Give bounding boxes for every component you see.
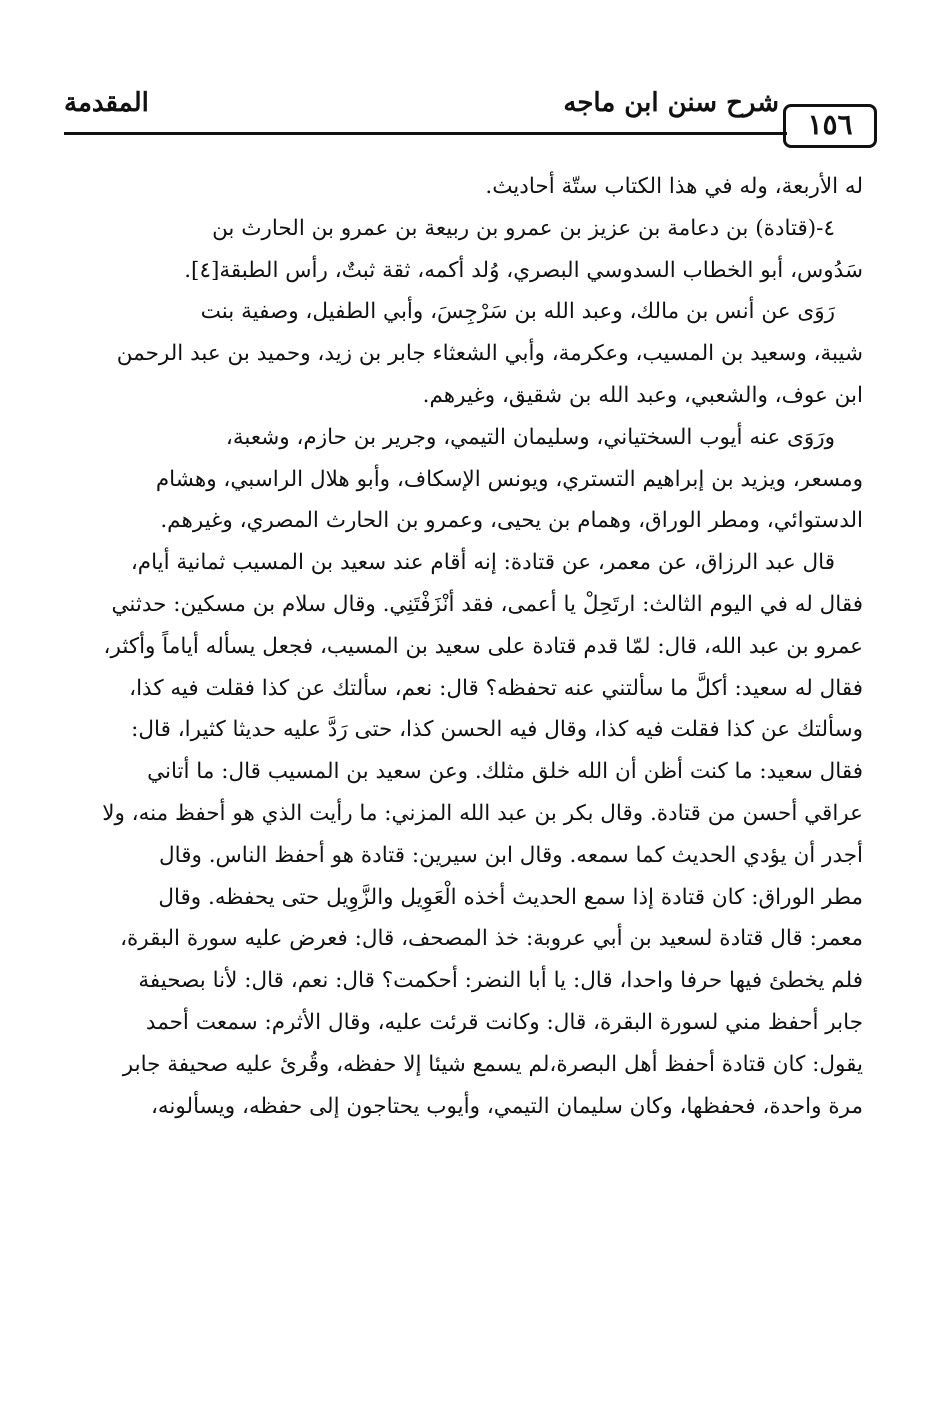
- text-line: له الأربعة، وله في هذا الكتاب ستّة أحاديث.: [485, 174, 863, 199]
- text-line: عمرو بن عبد الله، قال: لمّا قدم قتادة على سعيد بن المسيب، فجعل يسأله أياماً وأكثر،: [103, 633, 863, 659]
- text-line: فقال له سعيد: أكلَّ ما سألتني عنه تحفظه؟ قال: نعم، سألتك عن كذا فقلت فيه كذا،: [129, 675, 863, 701]
- header-divider: [64, 132, 787, 135]
- text-line: مطر الوراق: كان قتادة إذا سمع الحديث أخذه الْعَوِيل والزَّوِيل حتى يحفظه. وقال: [158, 884, 863, 910]
- text-line: ومسعر، ويزيد بن إبراهيم التستري، ويونس الإسكاف، وأبو هلال الراسبي، وهشام: [155, 466, 863, 492]
- text-line: ورَوَى عنه أيوب السختياني، وسليمان التيمي، وجرير بن حازم، وشعبة،: [225, 424, 835, 450]
- page-number: ١٥٦: [783, 104, 877, 148]
- text-line: وسألتك عن كذا فقلت فيه كذا، وقال فيه الحسن كذا، حتى رَدَّ عليه حديثا كثيرا، قال:: [131, 717, 863, 743]
- text-line: فقال له في اليوم الثالث: ارتَحِلْ يا أعمى، فقد أنْزَفْتَنِي. وقال سلام بن مسكين: حدثني: [111, 591, 863, 617]
- text-line: عراقي أحسن من قتادة. وقال بكر بن عبد الله المزني: ما رأيت الذي هو أحفظ منه، ولا: [102, 800, 863, 826]
- body-text: [80, 166, 863, 1127]
- book-title: شرح سنن ابن ماجه: [563, 88, 779, 118]
- text-line: معمر: قال قتادة لسعيد بن أبي عروبة: خذ المصحف، قال: فعرض عليه سورة البقرة،: [120, 926, 863, 952]
- text-line: أجدر أن يؤدي الحديث كما سمعه. وقال ابن سيرين: قتادة هو أحفظ الناس. وقال: [159, 842, 863, 868]
- text-line: فلم يخطئ فيها حرفا واحدا، قال: يا أبا النضر: أحكمت؟ قال: نعم، قال: لأنا بصحيفة: [138, 968, 863, 994]
- text-line: جابر أحفظ مني لسورة البقرة، قال: وكانت قرئت عليه، وقال الأثرم: سمعت أحمد: [145, 1009, 863, 1035]
- text-line: مرة واحدة، فحفظها، وكان سليمان التيمي، وأيوب يحتاجون إلى حفظه، ويسألونه،: [150, 1093, 863, 1119]
- page-header: [64, 82, 877, 148]
- text-line: ابن عوف، والشعبي، وعبد الله بن شقيق، وغيرهم.: [422, 382, 863, 408]
- text-line: شيبة، وسعيد بن المسيب، وعكرمة، وأبي الشعثاء جابر بن زيد، وحميد بن عبد الرحمن: [116, 341, 863, 367]
- text-line: فقال سعيد: ما كنت أظن أن الله خلق مثلك. وعن سعيد بن المسيب قال: ما أتاني: [147, 759, 863, 785]
- text-line: قال عبد الرزاق، عن معمر، عن قتادة: إنه أقام عند سعيد بن المسيب ثمانية أيام،: [130, 550, 835, 576]
- text-line: يقول: كان قتادة أحفظ أهل البصرة،لم يسمع شيئا إلا حفظه، وقُرئ عليه صحيفة جابر: [122, 1051, 863, 1077]
- text-line: الدستوائي، ومطر الوراق، وهمام بن يحيى، وعمرو بن الحارث المصري، وغيرهم.: [160, 508, 863, 534]
- text-line: ٤-(قتادة) بن دعامة بن عزيز بن عمرو بن ربيعة بن عمرو بن الحارث بن: [212, 215, 835, 241]
- text-line: رَوَى عن أنس بن مالك، وعبد الله بن سَرْجِسَ، وأبي الطفيل، وصفية بنت: [200, 299, 835, 325]
- text-line: سَدُوس، أبو الخطاب السدوسي البصري، وُلد أكمه، ثقة ثبتٌ، رأس الطبقة[٤].: [184, 257, 863, 283]
- section-title: المقدمة: [64, 88, 149, 118]
